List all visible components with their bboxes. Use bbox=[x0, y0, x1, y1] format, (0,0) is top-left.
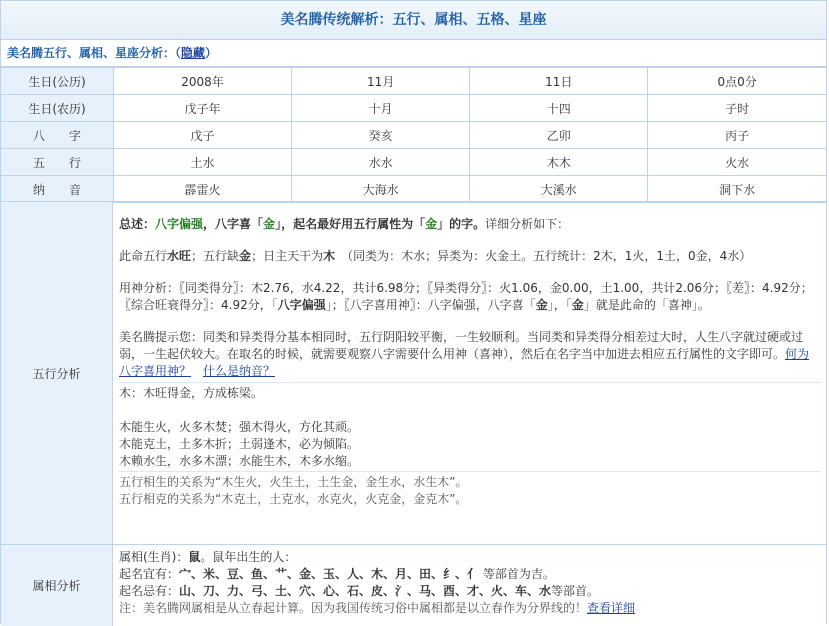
table-cell: 木木 bbox=[470, 149, 648, 176]
table-cell: 大溪水 bbox=[470, 176, 648, 203]
score-analysis bbox=[119, 280, 820, 314]
table-row bbox=[1, 149, 826, 176]
table-row bbox=[1, 68, 826, 95]
table-cell: 11月 bbox=[292, 68, 470, 95]
row-label: 八 字 bbox=[1, 122, 114, 149]
zodiac-note bbox=[119, 600, 820, 617]
stats-text: 此命五行 bbox=[119, 249, 168, 263]
summary-line bbox=[119, 216, 820, 233]
summary-element: 金 bbox=[263, 217, 276, 231]
hide-link[interactable]: 隐藏 bbox=[181, 46, 206, 60]
row-label: 生日(农历) bbox=[1, 95, 114, 122]
note-text: 注：美名腾网属相是从立春起计算。因为我国传统习俗中属相都是以立春作为分界线的！ bbox=[119, 601, 588, 615]
bazi-xiyongshen-link[interactable]: 何为八字喜用神？ bbox=[119, 347, 810, 378]
table-cell: 2008年 bbox=[114, 68, 292, 95]
table-row bbox=[1, 95, 826, 122]
wuxing-label: 五行分析 bbox=[1, 202, 113, 544]
table-cell: 十四 bbox=[470, 95, 648, 122]
zodiac-text: 。鼠年出生的人： bbox=[200, 550, 297, 564]
wuxing-content bbox=[113, 202, 826, 544]
zodiac-text: 起名忌有： bbox=[119, 584, 180, 598]
table-cell: 癸亥 bbox=[292, 122, 470, 149]
summary-element-2: 金 bbox=[425, 217, 438, 231]
score-element: 金 bbox=[535, 298, 548, 312]
table-cell: 洞下水 bbox=[648, 176, 826, 203]
table-cell: 乙卯 bbox=[470, 122, 648, 149]
stats-text: （同类为：木水；异类为：火金土。五行统计：2木，1火，1土，0金，4水） bbox=[335, 249, 752, 263]
zodiac-text: 等部首为吉。 bbox=[482, 567, 555, 581]
section-heading-label: 美名腾五行、属相、星座分析：（ bbox=[7, 46, 182, 60]
tip-text: 美名腾提示您：同类和异类得分基本相同时，五行阴阳较平衡，一生较顺利。当同类和异类得分相差过大时，人生八字就过硬或过弱，一生起伏较大。在取名的时候，就需要观察八字需要什么用神（喜神），然后在名字当中加进去相应五行属性的文字即可。 bbox=[119, 330, 804, 361]
score-strong: 八字偏强 bbox=[277, 298, 326, 312]
wuxing-summary-block bbox=[119, 202, 820, 383]
section-heading-close: ） bbox=[205, 46, 218, 60]
tip-paragraph bbox=[119, 329, 820, 380]
table-cell: 丙子 bbox=[648, 122, 826, 149]
score-text: 」，「 bbox=[547, 298, 572, 312]
view-details-link[interactable]: 查看详细 bbox=[587, 601, 636, 615]
table-cell: 十月 bbox=[292, 95, 470, 122]
zodiac-label: 属相分析 bbox=[1, 545, 113, 626]
summary-strong: 八字偏强 bbox=[155, 217, 204, 231]
score-element: 金 bbox=[571, 298, 584, 312]
row-label: 五 行 bbox=[1, 149, 114, 176]
table-cell: 水水 bbox=[292, 149, 470, 176]
stats-strong: 水旺 bbox=[167, 249, 192, 263]
section-heading bbox=[1, 40, 826, 67]
stats-daymaster: 木 bbox=[323, 249, 336, 263]
nayin-link[interactable]: 什么是纳音？ bbox=[203, 364, 276, 378]
table-cell: 火水 bbox=[648, 149, 826, 176]
summary-mid2: 」，起名最好用五行属性为「 bbox=[275, 217, 426, 231]
wood-title: 木：木旺得金，方成栋梁。 bbox=[119, 386, 264, 400]
good-radicals: 宀、米、豆、鱼、艹、金、玉、人、木、月、田、纟、亻 bbox=[179, 567, 480, 581]
restriction-relation: 五行相克的关系为“木克土，土克水，水克火，火克金，金克木”。 bbox=[119, 492, 468, 506]
wood-line: 木能克土，土多木折；土弱逢木，必为倾陷。 bbox=[119, 437, 360, 451]
table-cell: 戊子年 bbox=[114, 95, 292, 122]
stats-text: ；日主天干为 bbox=[251, 249, 324, 263]
panel-title: 美名腾传统解析：五行、属相、五格、星座 bbox=[1, 1, 826, 40]
stats-text: ；五行缺 bbox=[191, 249, 240, 263]
table-cell: 霹雷火 bbox=[114, 176, 292, 203]
wood-line: 木能生火，火多木焚；强木得火，方化其顽。 bbox=[119, 420, 360, 434]
zodiac-animal: 鼠 bbox=[188, 550, 201, 564]
table-cell: 0点0分 bbox=[648, 68, 826, 95]
table-row bbox=[1, 122, 826, 149]
summary-prefix: 总述： bbox=[119, 217, 156, 231]
table-cell: 子时 bbox=[648, 95, 826, 122]
zodiac-line bbox=[119, 549, 820, 566]
zodiac-good-radicals bbox=[119, 566, 820, 583]
table-cell: 土水 bbox=[114, 149, 292, 176]
zodiac-bad-radicals bbox=[119, 583, 820, 600]
summary-end: 」的字。 bbox=[437, 217, 486, 231]
bad-radicals: 山、刀、力、弓、土、穴、心、石、皮、氵、马、酉、才、火、车、水 bbox=[179, 584, 552, 598]
row-label: 生日(公历) bbox=[1, 68, 114, 95]
summary-tail: 详细分析如下： bbox=[485, 217, 570, 231]
summary-mid: ，八字喜「 bbox=[203, 217, 264, 231]
table-row bbox=[1, 176, 826, 203]
table-cell: 戊子 bbox=[114, 122, 292, 149]
table-cell: 11日 bbox=[470, 68, 648, 95]
wood-block bbox=[119, 383, 820, 472]
score-text: 」；〖八字喜用神〗：八字偏强，八字喜「 bbox=[325, 298, 536, 312]
table-cell: 大海水 bbox=[292, 176, 470, 203]
zodiac-content bbox=[113, 545, 826, 626]
stats-missing: 金 bbox=[239, 249, 252, 263]
generation-relation: 五行相生的关系为“木生火，火生土，土生金，金生水，水生木”。 bbox=[119, 475, 468, 489]
wood-line: 木赖水生，水多木漂；水能生木，木多水缩。 bbox=[119, 454, 360, 468]
zodiac-section bbox=[1, 544, 826, 626]
score-text: 」就是此命的「喜神」。 bbox=[583, 298, 710, 312]
relations-block bbox=[119, 472, 820, 508]
zodiac-text: 等部首。 bbox=[551, 584, 600, 598]
score-text: 用神分析：〖同类得分〗：木2.76，水4.22，共计6.98分；〖异类得分〗：火1.06，金0.00，土1.00，共计2.06分；〖差〗：4.92分；〖综合旺衰得分〗：4.92分，「 bbox=[119, 281, 813, 312]
bazi-table bbox=[1, 67, 826, 203]
wuxing-section bbox=[1, 201, 826, 544]
zodiac-text: 起名宜有： bbox=[119, 567, 180, 581]
row-label: 纳 音 bbox=[1, 176, 114, 203]
zodiac-text: 属相(生肖)： bbox=[119, 550, 189, 564]
element-stats-line bbox=[119, 248, 820, 265]
